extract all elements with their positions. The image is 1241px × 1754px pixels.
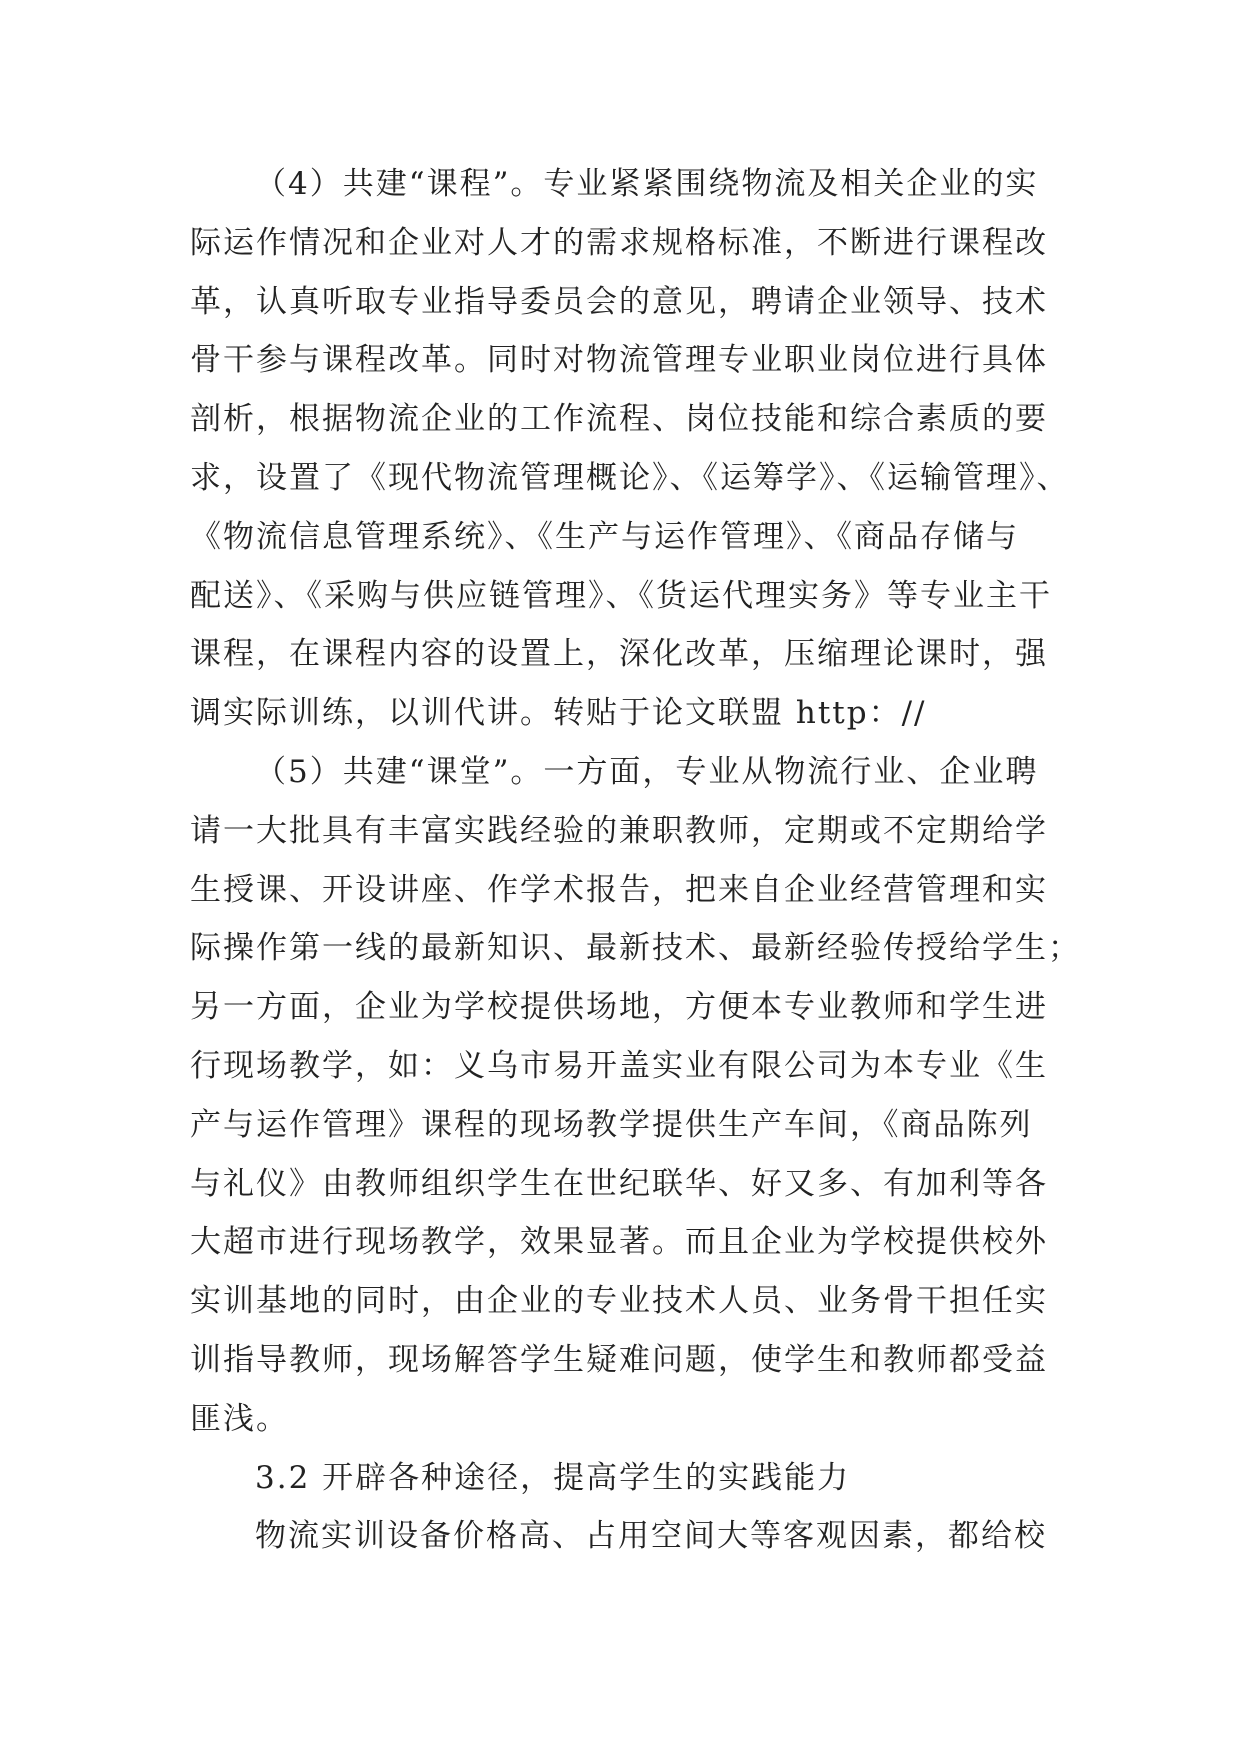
paragraph-line: 求，设置了《现代物流管理概论》、《运筹学》、《运输管理》、 [190, 459, 1070, 496]
paragraph-line: 课程，在课程内容的设置上，深化改革，压缩理论课时，强 [190, 636, 1048, 673]
document-body [190, 155, 1170, 1566]
paragraph-line: 配送》、《采购与供应链管理》、《货运代理实务》等专业主干 [190, 577, 1052, 614]
paragraph-line: （5）共建“课堂”。一方面，专业从物流行业、企业聘 [255, 753, 1039, 790]
paragraph-line: 际运作情况和企业对人才的需求规格标准，不断进行课程改 [190, 224, 1048, 261]
paragraph-line: 物流实训设备价格高、占用空间大等客观因素，都给校 [255, 1518, 1047, 1555]
paragraph-line: 革，认真听取专业指导委员会的意见，聘请企业领导、技术 [190, 283, 1048, 320]
paragraph-line: 实训基地的同时，由企业的专业技术人员、业务骨干担任实 [190, 1283, 1048, 1320]
paragraph-line: （4）共建“课程”。专业紧紧围绕物流及相关企业的实 [255, 166, 1039, 202]
paragraph-line: 产与运作管理》课程的现场教学提供生产车间，《商品陈列 [190, 1106, 1033, 1143]
paragraph-line: 与礼仪》由教师组织学生在世纪联华、好又多、有加利等各 [190, 1165, 1048, 1202]
paragraph-line: 行现场教学，如：义乌市易开盖实业有限公司为本专业《生 [190, 1047, 1048, 1084]
paragraph-line: 训指导教师，现场解答学生疑难问题，使学生和教师都受益 [190, 1341, 1048, 1378]
paragraph-line: 匪浅。 [190, 1400, 289, 1437]
paragraph-line: 请一大批具有丰富实践经验的兼职教师，定期或不定期给学 [190, 812, 1048, 849]
paragraph-line: 大超市进行现场教学，效果显著。而且企业为学校提供校外 [190, 1224, 1048, 1261]
paragraph-line: 剖析，根据物流企业的工作流程、岗位技能和综合素质的要 [190, 401, 1048, 438]
paragraph-line: 生授课、开设讲座、作学术报告，把来自企业经营管理和实 [190, 871, 1048, 908]
paragraph-line: 《物流信息管理系统》、《生产与运作管理》、《商品存储与 [190, 518, 1019, 555]
paragraph-line: 另一方面，企业为学校提供场地，方便本专业教师和学生进 [190, 989, 1048, 1026]
paragraph-line: 际操作第一线的最新知识、最新技术、最新经验传授给学生； [190, 930, 1081, 967]
paragraph-co-build-classroom [190, 743, 1170, 1449]
paragraph-line: 骨干参与课程改革。同时对物流管理专业职业岗位进行具体 [190, 342, 1048, 379]
section-3-2 [190, 1449, 1170, 1567]
paragraph-line: 调实际训练，以训代讲。转贴于论文联盟 http：// [190, 695, 927, 732]
paragraph-co-build-courses [190, 155, 1170, 743]
section-heading: 3.2 开辟各种途径，提高学生的实践能力 [255, 1459, 851, 1496]
